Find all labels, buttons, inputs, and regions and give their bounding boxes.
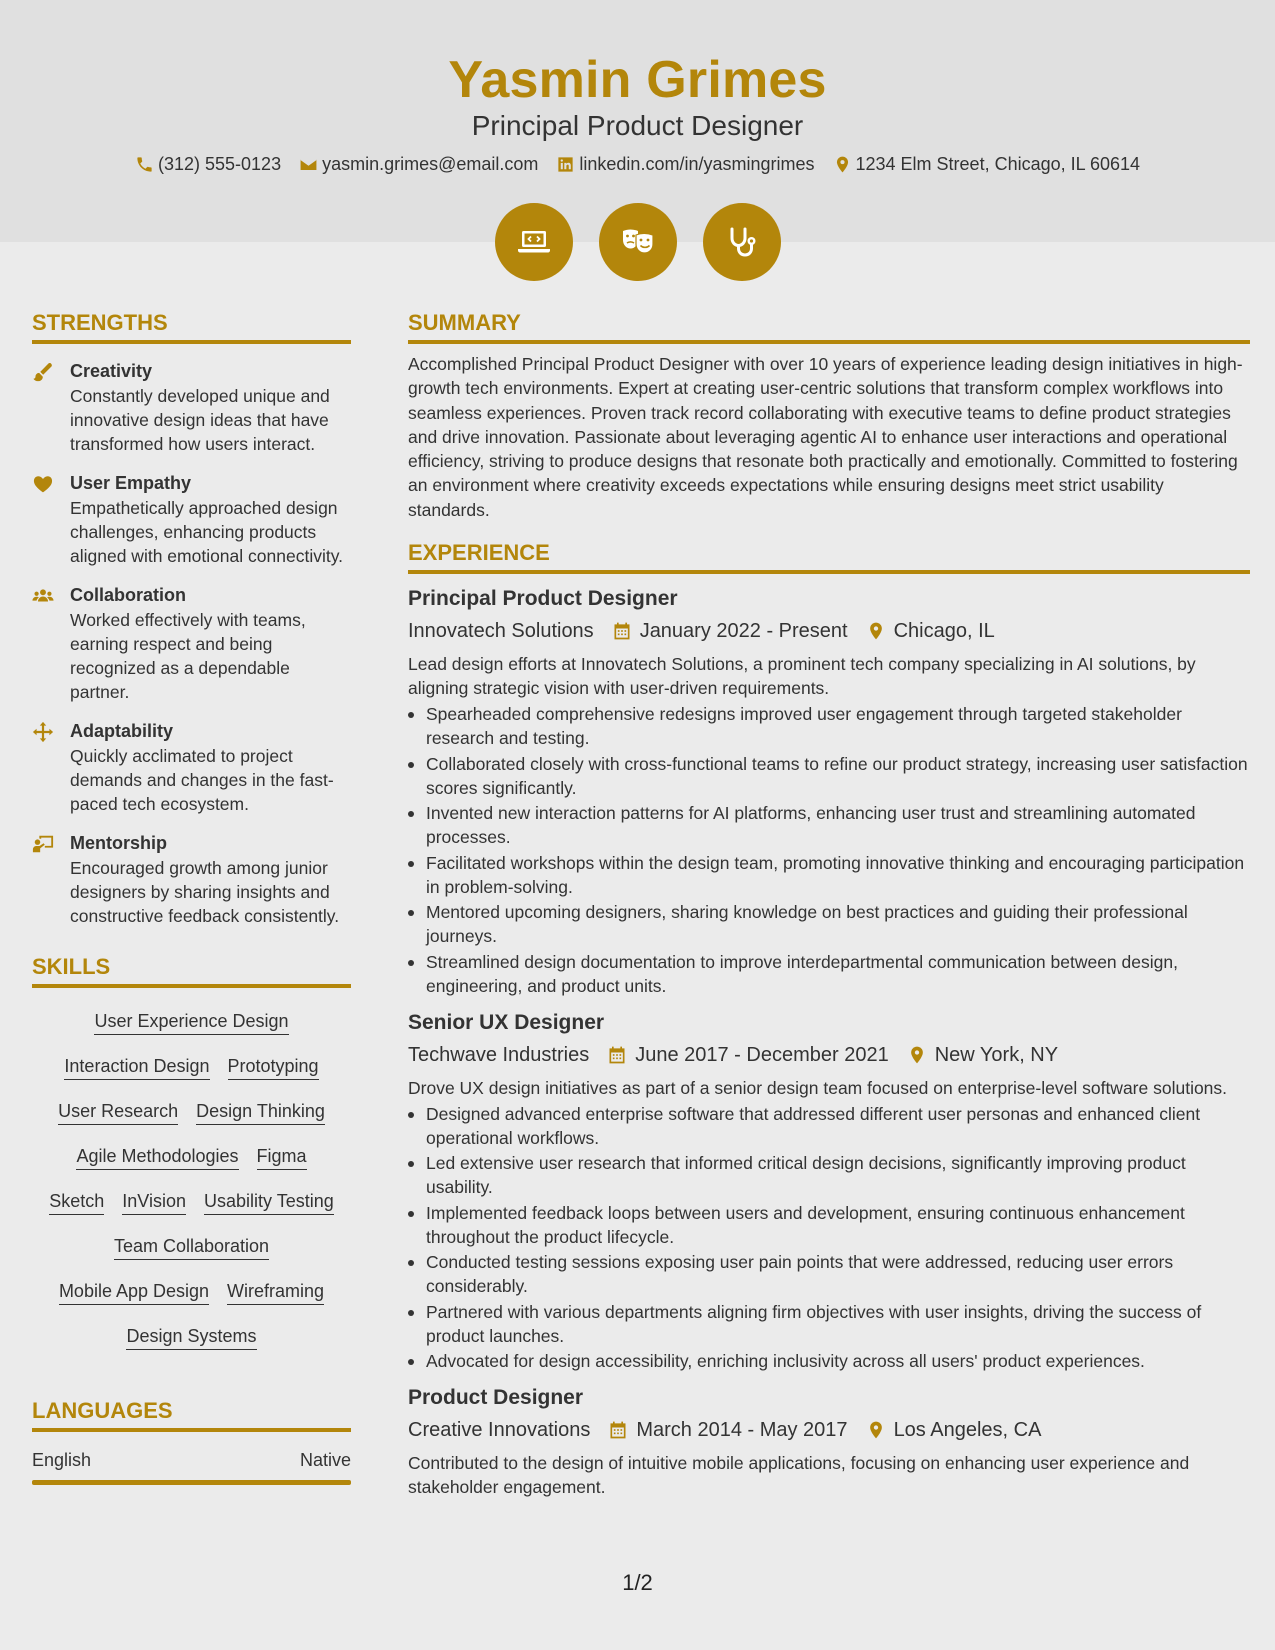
job-bullet: Facilitated workshops within the design team, promoting innovative thinking and encouraging participation in problem-solving. [408, 851, 1250, 899]
email-text[interactable]: yasmin.grimes@email.com [322, 154, 539, 174]
skill-tag: Mobile App Design [59, 1280, 209, 1305]
job-location: New York, NY [934, 1043, 1059, 1066]
job-title: Principal Product Designer [408, 587, 678, 611]
laptop-code-icon [514, 222, 554, 262]
job-company: Techwave Industries [408, 1043, 590, 1066]
calendar-icon [612, 621, 632, 641]
strengths-heading: STRENGTHS [32, 308, 351, 344]
interest-badges [0, 203, 1275, 281]
job-bullet: Spearheaded comprehensive redesigns improved user engagement through targeted stakeholder research and testing. [408, 702, 1250, 750]
job-description: Lead design efforts at Innovatech Solutions, a prominent tech company specializing in AI solutions, by aligning strategic vision with user-driven requirements. [408, 654, 1196, 699]
strength-name: Adaptability [70, 721, 174, 741]
calendar-icon [607, 1045, 627, 1065]
job-location: Chicago, IL [893, 620, 995, 643]
job-bullet: Implemented feedback loops between users and development, ensuring continuous enhancement throughout the product lifecycle. [408, 1201, 1250, 1249]
location-pin-icon [833, 155, 852, 174]
job-meta [408, 1040, 1250, 1070]
job-bullet: Designed advanced enterprise software that addressed different user personas and enhanced client operational workflows. [408, 1102, 1250, 1150]
job-bullet: Conducted testing sessions exposing user pain points that were addressed, reducing user errors considerably. [408, 1250, 1250, 1298]
candidate-title: Principal Product Designer [471, 110, 804, 141]
skill-tag: Interaction Design [64, 1055, 209, 1080]
badge-theater-masks [599, 203, 677, 281]
skill-row [32, 1045, 351, 1090]
job-bullet: Advocated for design accessibility, enriching inclusivity across all users' product experiences. [408, 1349, 1250, 1373]
job-location: Los Angeles, CA [893, 1419, 1042, 1442]
job-bullets [408, 702, 1250, 998]
stethoscope-icon [722, 222, 762, 262]
theater-masks-icon [618, 222, 658, 262]
skill-tag: Agile Methodologies [76, 1145, 238, 1170]
skill-tag: Usability Testing [204, 1190, 334, 1215]
left-column [32, 308, 351, 1485]
heart-icon [32, 473, 54, 495]
linkedin-text[interactable]: linkedin.com/in/yasmingrimes [579, 154, 815, 174]
languages-heading: LANGUAGES [32, 1396, 351, 1432]
location-pin-icon [866, 621, 886, 641]
job-dates-wrap [607, 1040, 889, 1070]
job-description: Drove UX design initiatives as part of a senior design team focused on enterprise-level software solutions. [408, 1077, 1228, 1098]
job-dates-wrap [608, 1415, 847, 1445]
language-name: English [32, 1450, 92, 1470]
strength-item [32, 358, 351, 456]
job-bullet: Partnered with various departments aligning firm objectives with user insights, driving the success of product launches. [408, 1300, 1250, 1348]
strength-desc: Worked effectively with teams, earning respect and being recognized as a dependable partner. [70, 610, 306, 702]
job-bullets [408, 1102, 1250, 1374]
skill-tag: Wireframing [227, 1280, 324, 1305]
calendar-icon [608, 1420, 628, 1440]
job-bullet: Led extensive user research that informed critical design decisions, significantly improving product usability. [408, 1151, 1250, 1199]
language-row [32, 1448, 351, 1472]
job-location-wrap [866, 616, 995, 646]
teacher-icon [32, 833, 54, 855]
arrows-icon [32, 721, 54, 743]
job-entry [408, 1383, 1250, 1499]
strength-name: Mentorship [70, 833, 167, 853]
skill-tag: User Experience Design [94, 1010, 288, 1035]
strength-item [32, 830, 351, 928]
strength-desc: Quickly acclimated to project demands and changes in the fast-paced tech ecosystem. [70, 746, 334, 814]
location-pin-icon [866, 1420, 886, 1440]
experience-heading: EXPERIENCE [408, 538, 1250, 574]
skill-row [32, 1000, 351, 1045]
badge-stethoscope [703, 203, 781, 281]
candidate-name: Yasmin Grimes [448, 51, 827, 109]
language-level: Native [299, 1450, 351, 1470]
location-pin-icon [907, 1045, 927, 1065]
linkedin-contact[interactable] [556, 150, 814, 178]
users-icon [32, 585, 54, 607]
job-company: Innovatech Solutions [408, 620, 594, 643]
address-text: 1234 Elm Street, Chicago, IL 60614 [855, 154, 1141, 174]
job-title: Product Designer [408, 1386, 584, 1410]
skill-tag: Design Systems [126, 1325, 256, 1350]
strength-item [32, 470, 351, 568]
linkedin-icon [556, 155, 575, 174]
job-bullet: Streamlined design documentation to improve interdepartmental communication between design, engineering, and product units. [408, 950, 1250, 998]
envelope-icon [299, 155, 318, 174]
phone-icon [135, 155, 154, 174]
job-location-wrap [907, 1040, 1058, 1070]
skill-tag: User Research [58, 1100, 178, 1125]
skill-row [32, 1270, 351, 1315]
skill-row [32, 1135, 351, 1180]
skill-row [32, 1090, 351, 1135]
job-title: Senior UX Designer [408, 1010, 605, 1034]
job-entry [408, 584, 1250, 998]
job-entry [408, 1008, 1250, 1374]
phone-contact [135, 150, 281, 178]
strength-name: Collaboration [70, 585, 186, 605]
job-location-wrap [866, 1415, 1042, 1445]
strength-desc: Encouraged growth among junior designers by sharing insights and constructive feedback consistently. [70, 858, 340, 926]
summary-text: Accomplished Principal Product Designer with over 10 years of experience leading design initiatives in high-growth tech environments. Expert at creating user-centric solutions that transform complex workflows into seamless experiences. Proven track record collaborating with executive teams to define product strategies and drive innovation. Passionate about leveraging agentic AI to enhance user interactions and operational efficiency, striving to produce designs that resonate both practically and emotionally. Committed to fostering an environment where creativity exceeds expectations while ensuring designs meet strict usability standards. [408, 354, 1243, 520]
strength-desc: Empathetically approached design challenges, enhancing products aligned with emotional connectivity. [70, 498, 344, 566]
job-description: Contributed to the design of intuitive mobile applications, focusing on enhancing user experience and stakeholder engagement. [408, 1453, 1190, 1498]
skill-row [32, 1225, 351, 1270]
badge-laptop-code [495, 203, 573, 281]
skill-tag: Prototyping [228, 1055, 319, 1080]
email-contact[interactable] [299, 150, 538, 178]
job-meta [408, 616, 1250, 646]
right-column [408, 308, 1250, 1501]
job-dates-wrap [612, 616, 848, 646]
summary-heading: SUMMARY [408, 308, 1250, 344]
job-bullet: Invented new interaction patterns for AI platforms, enhancing user trust and streamlining automated processes. [408, 801, 1250, 849]
job-dates: January 2022 - Present [639, 620, 848, 643]
skill-row [32, 1180, 351, 1225]
strength-item [32, 582, 351, 704]
address-contact [833, 150, 1141, 178]
job-bullet: Collaborated closely with cross-functional teams to refine our product strategy, increasing user satisfaction scores significantly. [408, 752, 1250, 800]
skill-tag: Design Thinking [196, 1100, 325, 1125]
job-dates: June 2017 - December 2021 [635, 1043, 889, 1066]
strength-desc: Constantly developed unique and innovative design ideas that have transformed how users interact. [70, 386, 330, 454]
skills-list [32, 1000, 351, 1360]
strength-item [32, 718, 351, 816]
job-dates: March 2014 - May 2017 [636, 1419, 848, 1442]
skills-heading: SKILLS [32, 952, 351, 988]
skill-tag: Sketch [49, 1190, 104, 1215]
skill-tag: InVision [122, 1190, 186, 1215]
job-bullet: Mentored upcoming designers, sharing knowledge on best practices and guiding their professional journeys. [408, 900, 1250, 948]
strength-name: User Empathy [70, 473, 192, 493]
skill-row [32, 1315, 351, 1360]
job-meta [408, 1415, 1250, 1445]
job-company: Creative Innovations [408, 1419, 591, 1442]
contact-bar [0, 150, 1275, 178]
paintbrush-icon [32, 361, 54, 383]
phone-text: (312) 555-0123 [157, 154, 282, 174]
skill-tag: Figma [257, 1145, 307, 1170]
page-number: 1/2 [622, 1570, 653, 1595]
strength-name: Creativity [70, 361, 153, 381]
skill-tag: Team Collaboration [114, 1235, 269, 1260]
language-level-bar [32, 1480, 351, 1485]
